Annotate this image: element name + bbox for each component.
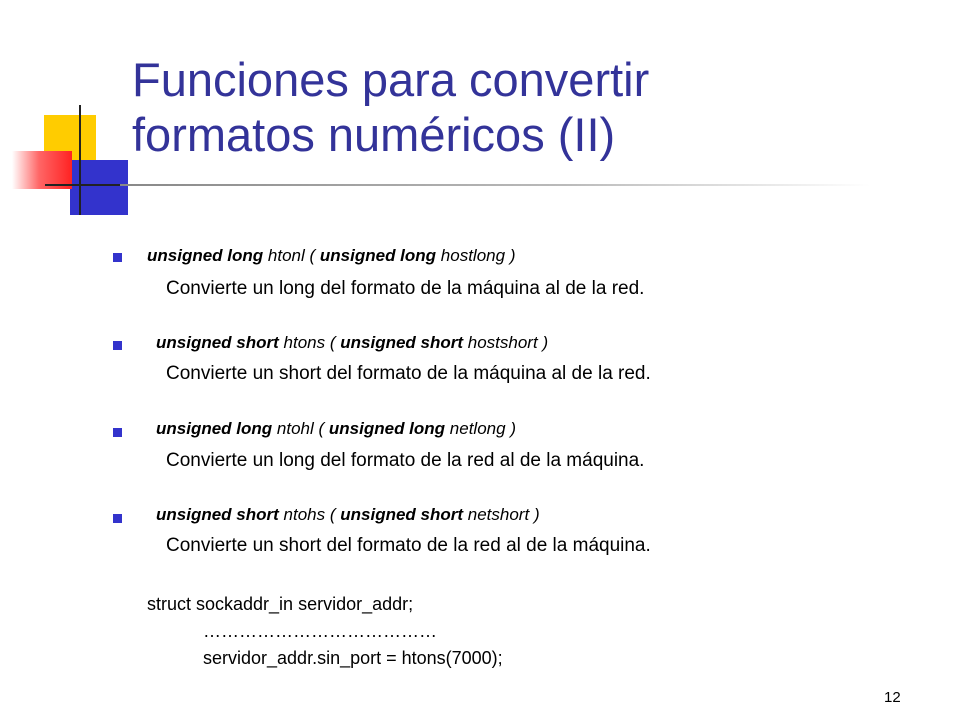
code-line-assignment: servidor_addr.sin_port = htons(7000); <box>203 648 503 668</box>
function-signature: unsigned short htons ( unsigned short hostshort ) <box>156 333 549 352</box>
bullet-icon <box>113 514 122 523</box>
function-signature: unsigned short ntohs ( unsigned short netshort ) <box>156 505 540 524</box>
decorative-vertical-line <box>79 105 81 215</box>
decorative-horizontal-line <box>45 184 125 186</box>
slide-title <box>132 52 649 162</box>
slide-title-line1: Funciones para convertir <box>132 53 650 106</box>
code-line-declaration: struct sockaddr_in servidor_addr; <box>147 594 414 614</box>
bullet-icon <box>113 428 122 437</box>
title-underline <box>120 184 870 186</box>
bullet-icon <box>113 253 122 262</box>
code-line-ellipsis: ………………………………… <box>203 621 437 641</box>
bullet-icon <box>113 341 122 350</box>
function-description: Convierte un short del formato de la máquina al de la red. <box>166 363 651 384</box>
function-signature: unsigned long ntohl ( unsigned long netlong ) <box>156 419 516 438</box>
slide-title-line2: formatos numéricos (II) <box>132 108 616 161</box>
function-description: Convierte un short del formato de la red al de la máquina. <box>166 535 651 556</box>
page-number: 12 <box>884 689 901 706</box>
function-description: Convierte un long del formato de la red al de la máquina. <box>166 450 645 471</box>
function-description: Convierte un long del formato de la máquina al de la red. <box>166 278 645 299</box>
function-signature: unsigned long htonl ( unsigned long hostlong ) <box>147 246 516 265</box>
